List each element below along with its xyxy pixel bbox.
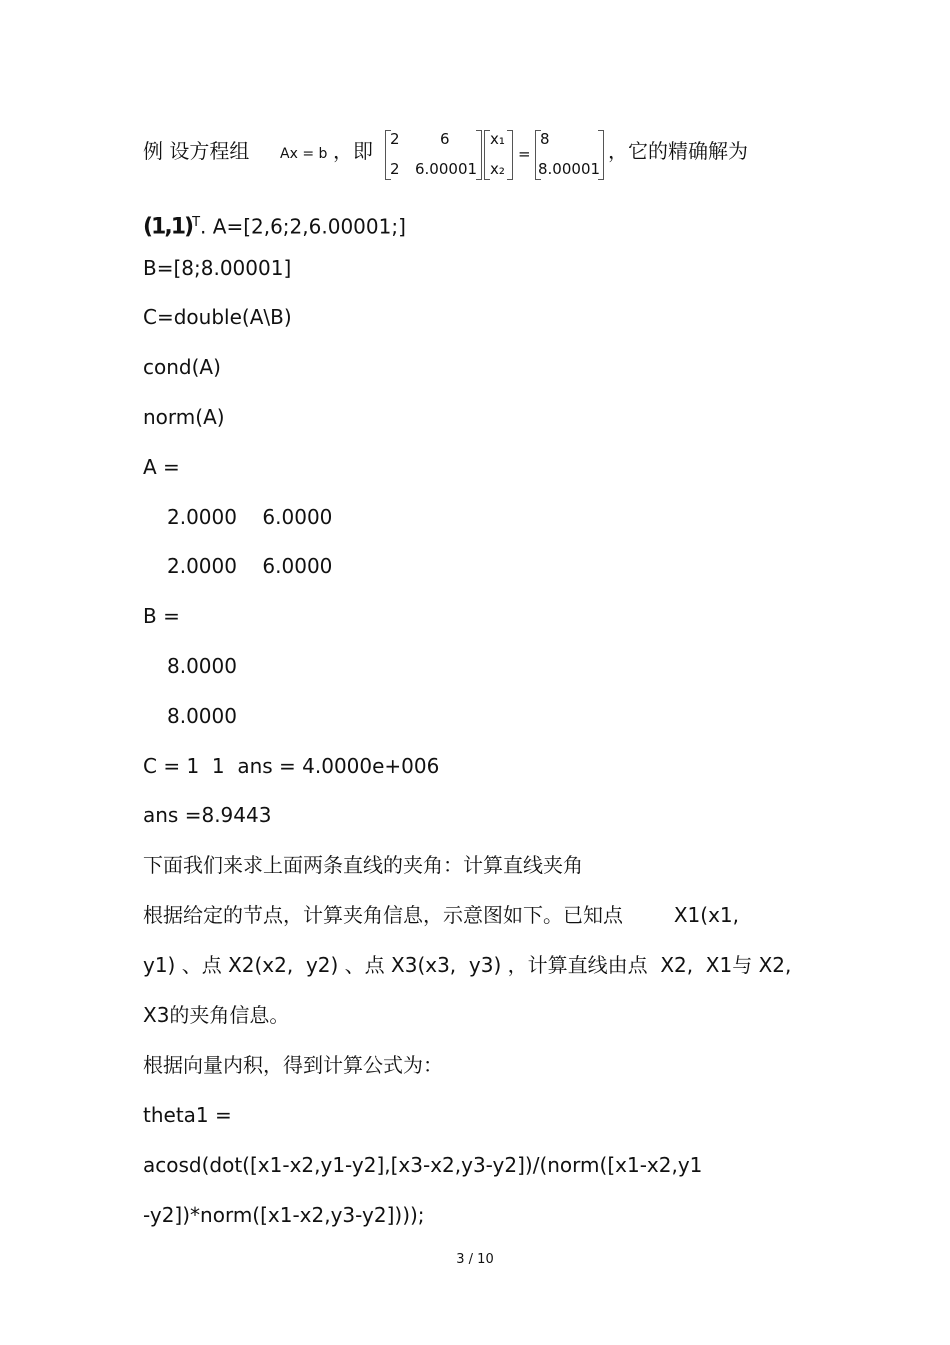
code-norm: norm(A) — [143, 405, 225, 429]
transpose-mark: T — [192, 215, 201, 230]
matrix-a-11: 2 — [390, 130, 400, 148]
intro-equation: Ax = b — [280, 146, 328, 162]
output-a-row-1: 2.0000 6.0000 — [167, 505, 333, 529]
output-b-row-2: 8.0000 — [167, 704, 237, 728]
vector-b-right-bracket — [598, 130, 604, 180]
code-c-definition: C=double(A\B) — [143, 305, 292, 329]
matrix-a-12: 6 — [440, 130, 450, 148]
code-b-definition: B=[8;8.00001] — [143, 256, 292, 280]
output-b-label: B = — [143, 604, 180, 628]
output-a-row-2: 2.0000 6.0000 — [167, 554, 333, 578]
matrix-a-21: 2 — [390, 160, 400, 178]
code-cond: cond(A) — [143, 355, 221, 379]
output-norm: ans =8.9443 — [143, 803, 272, 827]
intro-suffix: ，它的精确解为 — [608, 139, 748, 163]
code-theta-formula-1: acosd(dot([x1-x2,y1-y2],[x3-x2,y3-y2])/(norm([x1-x2,y1 — [143, 1153, 703, 1177]
intro-ji: ，即 — [333, 139, 373, 163]
solution-line — [143, 211, 406, 240]
paragraph-nodes-2: y1) 、点 X2(x2, y2) 、点 X3(x3, y3) ，计算直线由点 X2, X1与 X2, — [143, 953, 792, 977]
page-number: 3 / 10 — [456, 1252, 494, 1267]
intro-prefix: 例 设方程组 — [143, 139, 250, 163]
paragraph-angle-intro: 下面我们来求上面两条直线的夹角：计算直线夹角 — [143, 853, 583, 877]
matrix-a-22: 6.00001 — [415, 160, 478, 178]
vector-b-2: 8.00001 — [538, 160, 601, 178]
code-theta-formula-2: -y2])*norm([x1-x2,y3-y2]))); — [143, 1203, 425, 1227]
vector-b-1: 8 — [540, 130, 550, 148]
solution-vector: (1,1) — [143, 214, 193, 240]
code-a-definition: . A=[2,6;2,6.00001;] — [200, 214, 406, 239]
output-b-row-1: 8.0000 — [167, 654, 237, 678]
vector-x-2: x₂ — [490, 160, 505, 178]
equals-sign: = — [518, 145, 531, 163]
paragraph-nodes-1: 根据给定的节点，计算夹角信息，示意图如下。已知点 X1(x1, — [143, 903, 740, 927]
output-a-label: A = — [143, 455, 180, 479]
code-theta-label: theta1 = — [143, 1103, 232, 1127]
paragraph-nodes-3: X3的夹角信息。 — [143, 1003, 290, 1027]
vector-x-right-bracket — [507, 130, 513, 180]
output-c-cond: C = 1 1 ans = 4.0000e+006 — [143, 754, 440, 778]
paragraph-formula-intro: 根据向量内积，得到计算公式为： — [143, 1053, 443, 1077]
vector-x-1: x₁ — [490, 130, 505, 148]
matrix-a-right-bracket — [476, 130, 482, 180]
